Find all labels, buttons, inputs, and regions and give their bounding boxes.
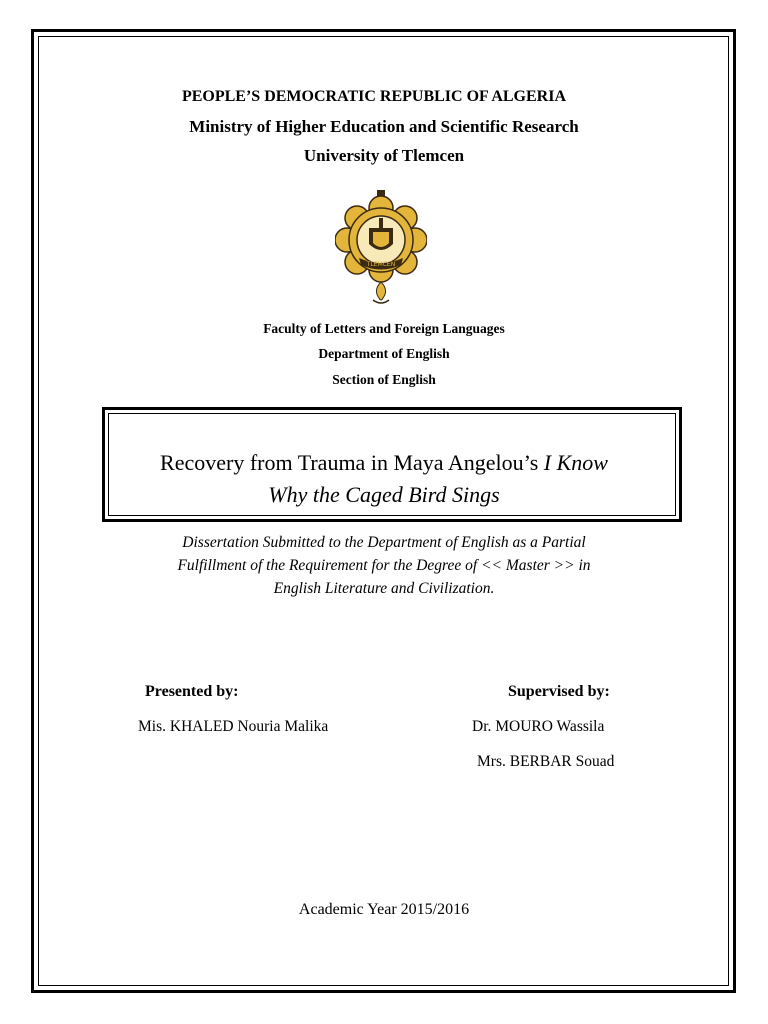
faculty-name: Faculty of Letters and Foreign Languages: [263, 321, 505, 336]
logo-text: TLEMCEN: [366, 261, 396, 268]
department-name: Department of English: [318, 346, 450, 361]
title-plain: Recovery from Trauma in Maya Angelou’s: [160, 450, 544, 475]
university-heading: University of Tlemcen: [303, 146, 465, 165]
dissertation-statement-line1: Dissertation Submitted to the Department of English as a Partial: [182, 534, 586, 551]
dissertation-statement-line2: Fulfillment of the Requirement for the Degree of << Master >> in: [177, 557, 591, 574]
title-italic: I Know: [543, 450, 608, 475]
dissertation-title-line2: Why the Caged Bird Sings: [268, 482, 500, 507]
presenter-name: Mis. KHALED Nouria Malika: [138, 718, 329, 735]
dissertation-title-line1: [0, 450, 768, 476]
co-supervisor-name: Mrs. BERBAR Souad: [477, 753, 615, 770]
supervised-by-label: Supervised by:: [508, 683, 610, 700]
section-name: Section of English: [332, 372, 436, 387]
supervisor-name: Dr. MOURO Wassila: [472, 718, 605, 735]
academic-year: Academic Year 2015/2016: [298, 901, 470, 918]
dissertation-statement-line3: English Literature and Civilization.: [273, 580, 495, 597]
ministry-heading: Ministry of Higher Education and Scientific Research: [189, 117, 579, 136]
university-emblem-icon: [335, 188, 427, 306]
republic-heading: PEOPLE’S DEMOCRATIC REPUBLIC OF ALGERIA: [181, 88, 567, 105]
presented-by-label: Presented by:: [145, 683, 239, 700]
